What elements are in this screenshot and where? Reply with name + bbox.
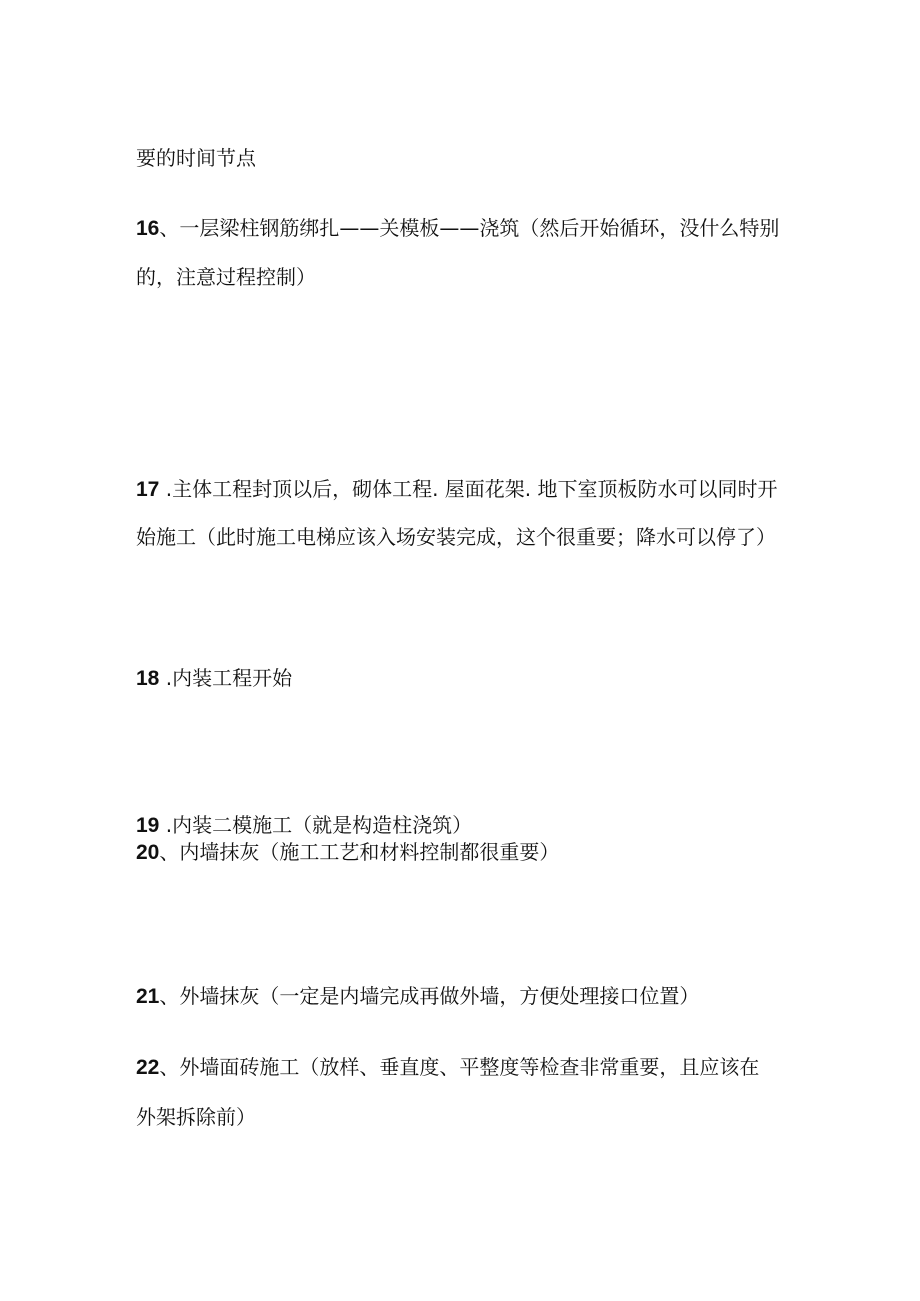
item-21-line-1 [136,984,699,1009]
item-19-text: .内装二模施工（就是构造柱浇筑） [159,813,473,837]
item-16-line-1 [136,216,779,241]
item-17-text-cont: 始施工（此时施工电梯应该入场安装完成，这个很重要；降水可以停了） [136,525,776,549]
item-18-text: .内装工程开始 [159,666,293,690]
item-22-text-cont: 外架拆除前） [136,1105,256,1129]
item-20-number: 20 [136,841,160,864]
item-16-text-cont: 的，注意过程控制） [136,265,316,289]
item-19-number: 19 [136,814,160,837]
item-16-text: 、一层梁柱钢筋绑扎——关模板——浇筑（然后开始循环，没什么特别 [159,216,780,240]
item-22-text: 、外墙面砖施工（放样、垂直度、平整度等检查非常重要，且应该在 [159,1055,760,1079]
item-21-text: 、外墙抹灰（一定是内墙完成再做外墙，方便处理接口位置） [159,984,700,1008]
item-22-number: 22 [136,1056,160,1079]
text-line-continuation [136,146,256,170]
item-18-line-1 [136,666,292,691]
item-17-number: 17 [136,478,160,501]
item-16-line-2 [136,265,316,289]
item-17-line-2 [136,525,776,549]
item-19-line-1 [136,813,472,838]
item-22-line-2 [136,1105,256,1129]
item-17-text: .主体工程封顶以后，砌体工程. 屋面花架. 地下室顶板防水可以同时开 [159,477,778,501]
item-16-number: 16 [136,217,160,240]
item-22-line-1 [136,1055,759,1080]
item-21-number: 21 [136,985,160,1008]
continuation-text: 要的时间节点 [136,146,256,170]
item-20-text: 、内墙抹灰（施工工艺和材料控制都很重要） [159,840,560,864]
item-18-number: 18 [136,667,160,690]
item-20-line-1 [136,840,559,865]
item-17-line-1 [136,477,778,502]
